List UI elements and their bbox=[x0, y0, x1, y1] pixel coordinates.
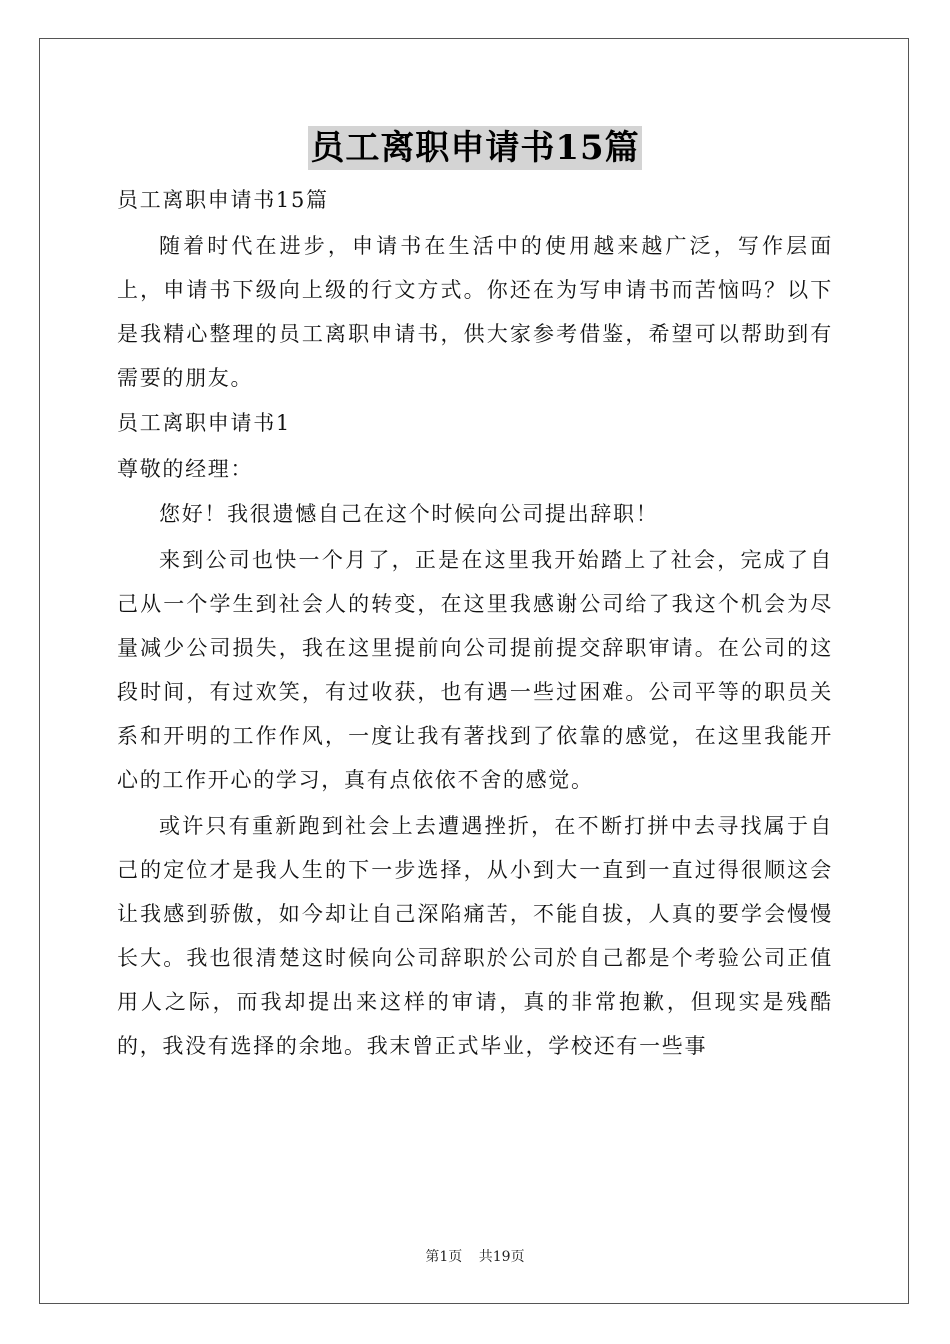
page-total: 共19页 bbox=[478, 1249, 525, 1265]
document-title: 员工离职申请书15篇 bbox=[310, 128, 640, 168]
paragraph: 员工离职申请书15篇 bbox=[117, 188, 329, 212]
paragraph: 您好！我很遗憾自己在这个时候向公司提出辞职！ bbox=[159, 502, 659, 527]
paragraph: 尊敬的经理： bbox=[117, 456, 254, 481]
paragraph: 来到公司也快一个月了，正是在这里我开始踏上了社会，完成了自己从一个学生到社会人的转变，在这里我感谢公司给了我这个机会为尽量减少公司损失，我在这里提前向公司提前提交辞职审请。在公司的这段时间，有过欢笑，有过收获，也有遇一些过困难。公司平等的职员关系和开明的工作作风，一度让我有著找到了依靠的感觉，在这里我能开心的工作开心的学习，真有点依依不舍的感觉。 bbox=[117, 547, 833, 792]
paragraph: 随着时代在进步，申请书在生活中的使用越来越广泛，写作层面上，申请书下级向上级的行文方式。你还在为写申请书而苦恼吗？以下是我精心整理的员工离职申请书，供大家参考借鉴，希望可以帮助到有需要的朋友。 bbox=[117, 233, 833, 390]
title-container bbox=[0, 126, 950, 170]
page-number: 第1页 bbox=[425, 1249, 463, 1265]
paragraph: 员工离职申请书1 bbox=[117, 411, 291, 436]
paragraph: 或许只有重新跑到社会上去遭遇挫折，在不断打拼中去寻找属于自己的定位才是我人生的下一步选择，从小到大一直到一直过得很顺这会让我感到骄傲，如今却让自己深陷痛苦，不能自拔，人真的要学会慢慢长大。我也很清楚这时候向公司辞职於公司於自己都是个考验公司正值用人之际，而我却提出来这样的审请，真的非常抱歉，但现实是残酷的，我没有选择的余地。我末曾正式毕业，学校还有一些事 bbox=[117, 813, 833, 1058]
document-body bbox=[117, 178, 833, 1069]
page-footer bbox=[0, 1246, 950, 1266]
